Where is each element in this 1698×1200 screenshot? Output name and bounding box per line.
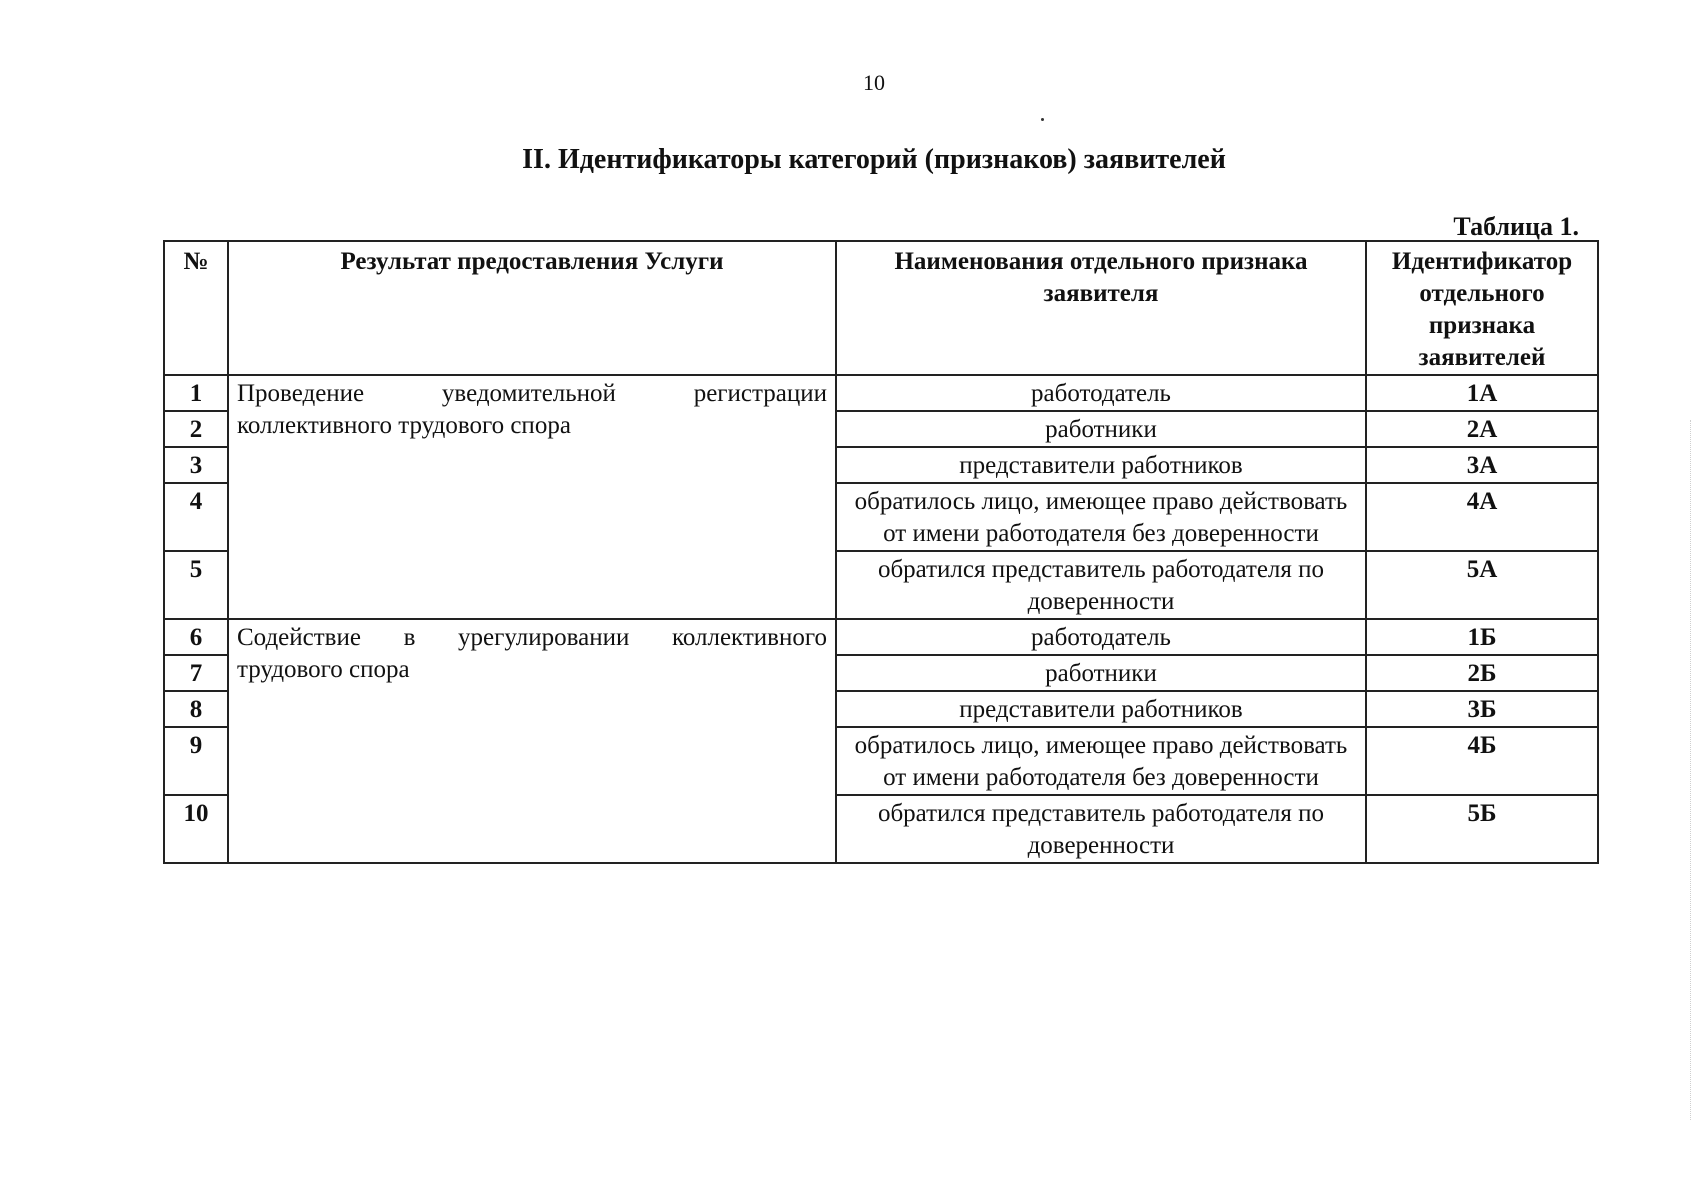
identifier-cell: 2Б bbox=[1366, 655, 1598, 691]
identifiers-table bbox=[163, 240, 1599, 864]
scan-dot bbox=[1041, 118, 1044, 121]
feature-cell: представители работников bbox=[836, 691, 1366, 727]
identifier-cell: 4А bbox=[1366, 483, 1598, 551]
feature-cell: обратилось лицо, имеющее право действовать от имени работодателя без доверенности bbox=[836, 483, 1366, 551]
feature-cell: обратилось лицо, имеющее право действовать от имени работодателя без доверенности bbox=[836, 727, 1366, 795]
row-number: 8 bbox=[164, 691, 228, 727]
row-number: 9 bbox=[164, 727, 228, 795]
feature-cell: обратился представитель работодателя по доверенности bbox=[836, 551, 1366, 619]
row-number: 3 bbox=[164, 447, 228, 483]
row-number: 10 bbox=[164, 795, 228, 863]
row-number: 4 bbox=[164, 483, 228, 551]
scan-edge-line bbox=[1690, 420, 1691, 1120]
feature-cell: работники bbox=[836, 655, 1366, 691]
table-row bbox=[164, 375, 1598, 411]
feature-cell: работодатель bbox=[836, 619, 1366, 655]
table-row bbox=[164, 619, 1598, 655]
identifier-cell: 1А bbox=[1366, 375, 1598, 411]
feature-cell: работодатель bbox=[836, 375, 1366, 411]
section-title: II. Идентификаторы категорий (признаков) заявителей bbox=[522, 144, 1226, 175]
row-number: 5 bbox=[164, 551, 228, 619]
header-identifier: Идентификатор отдельного признака заявителей bbox=[1366, 241, 1598, 375]
row-number: 1 bbox=[164, 375, 228, 411]
feature-cell: работники bbox=[836, 411, 1366, 447]
table-caption: Таблица 1. bbox=[1453, 212, 1579, 241]
page-number: 10 bbox=[863, 70, 885, 95]
header-result: Результат предоставления Услуги bbox=[228, 241, 836, 375]
feature-cell: обратился представитель работодателя по доверенности bbox=[836, 795, 1366, 863]
row-number: 6 bbox=[164, 619, 228, 655]
table-header-row bbox=[164, 241, 1598, 375]
header-num: № bbox=[164, 241, 228, 375]
row-number: 2 bbox=[164, 411, 228, 447]
identifier-cell: 2А bbox=[1366, 411, 1598, 447]
header-feature: Наименования отдельного признака заявителя bbox=[836, 241, 1366, 375]
identifier-cell: 1Б bbox=[1366, 619, 1598, 655]
identifier-cell: 3А bbox=[1366, 447, 1598, 483]
identifier-cell: 5А bbox=[1366, 551, 1598, 619]
identifier-cell: 4Б bbox=[1366, 727, 1598, 795]
row-number: 7 bbox=[164, 655, 228, 691]
result-cell: Содействие в урегулировании коллективного трудового спора bbox=[228, 619, 836, 863]
identifier-cell: 5Б bbox=[1366, 795, 1598, 863]
identifier-cell: 3Б bbox=[1366, 691, 1598, 727]
result-cell: Проведение уведомительной регистрации коллективного трудового спора bbox=[228, 375, 836, 619]
feature-cell: представители работников bbox=[836, 447, 1366, 483]
